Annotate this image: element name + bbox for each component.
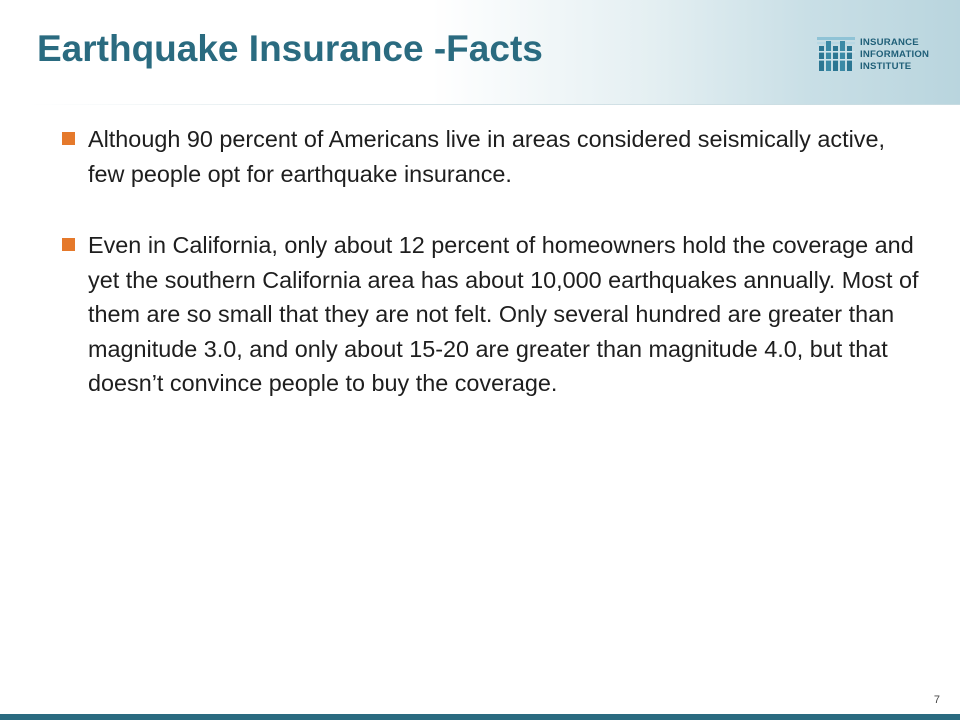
bullet-list [62,122,922,438]
bullet-item [62,228,922,401]
logo-line-2: INFORMATION [860,49,930,60]
bullet-text: Although 90 percent of Americans live in areas considered seismically active, few people opt for earthquake insurance. [88,126,885,187]
iii-logo [817,35,947,75]
slide-title: Earthquake Insurance -Facts [37,28,543,69]
bullet-text: Even in California, only about 12 percent of homeowners hold the coverage and yet the southern California area has about 10,000 earthquakes annually. Most of them are so small that they are not felt. Only several hundred are greater than magnitude 3.0, and only about 15-20 are greater than magnitude 4.0, but that doesn’t convince people to buy the coverage. [88,232,919,396]
footer-bar [0,714,960,720]
logo-line-1: INSURANCE [860,37,919,48]
square-bullet-icon [62,238,75,251]
square-bullet-icon [62,132,75,145]
bullet-item [62,122,922,191]
iii-logo-mark-icon [817,35,855,73]
page-number: 7 [933,694,940,706]
logo-line-3: INSTITUTE [860,61,912,72]
header-divider [30,104,960,105]
iii-logo-text [860,37,929,73]
